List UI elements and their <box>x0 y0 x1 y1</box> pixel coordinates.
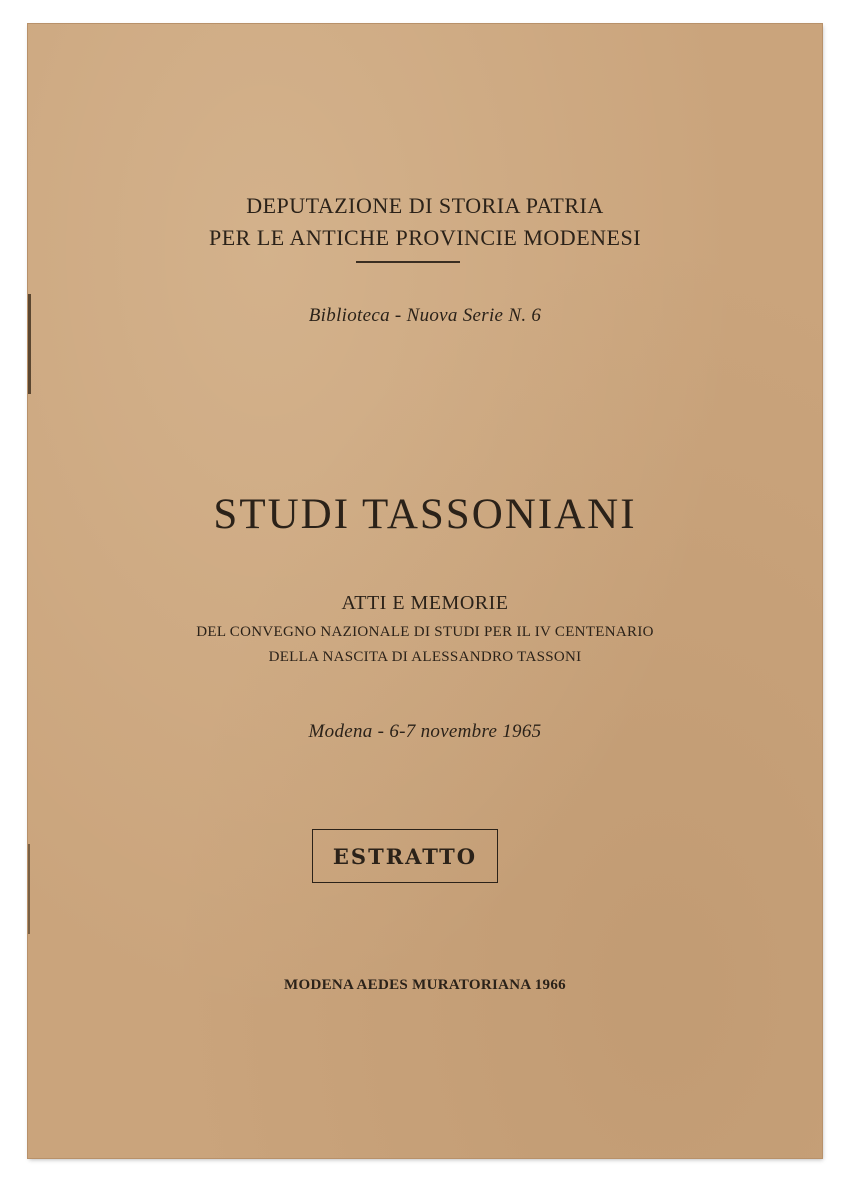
staple-mark-lower <box>28 844 30 934</box>
estratto-label: ESTRATTO <box>332 843 478 869</box>
cover-title: STUDI TASSONIANI <box>213 491 637 538</box>
subtitle-line-1: ATTI E MEMORIE <box>341 592 509 614</box>
subtitle-line-2: DEL CONVEGNO NAZIONALE DI STUDI PER IL IV CENTENARIO <box>196 624 654 640</box>
publisher-line-2: PER LE ANTICHE PROVINCIE MODENESI <box>208 225 642 250</box>
booklet-cover <box>28 24 822 1158</box>
estratto-box <box>312 829 498 883</box>
conference-place-date: Modena - 6-7 novembre 1965 <box>308 721 542 742</box>
series-label: Biblioteca - Nuova Serie N. 6 <box>308 305 542 326</box>
divider-rule <box>356 261 460 263</box>
subtitle-line-3: DELLA NASCITA DI ALESSANDRO TASSONI <box>268 649 582 665</box>
publisher-line-1: DEPUTAZIONE DI STORIA PATRIA <box>246 193 604 218</box>
imprint-line: MODENA AEDES MURATORIANA 1966 <box>284 977 566 993</box>
